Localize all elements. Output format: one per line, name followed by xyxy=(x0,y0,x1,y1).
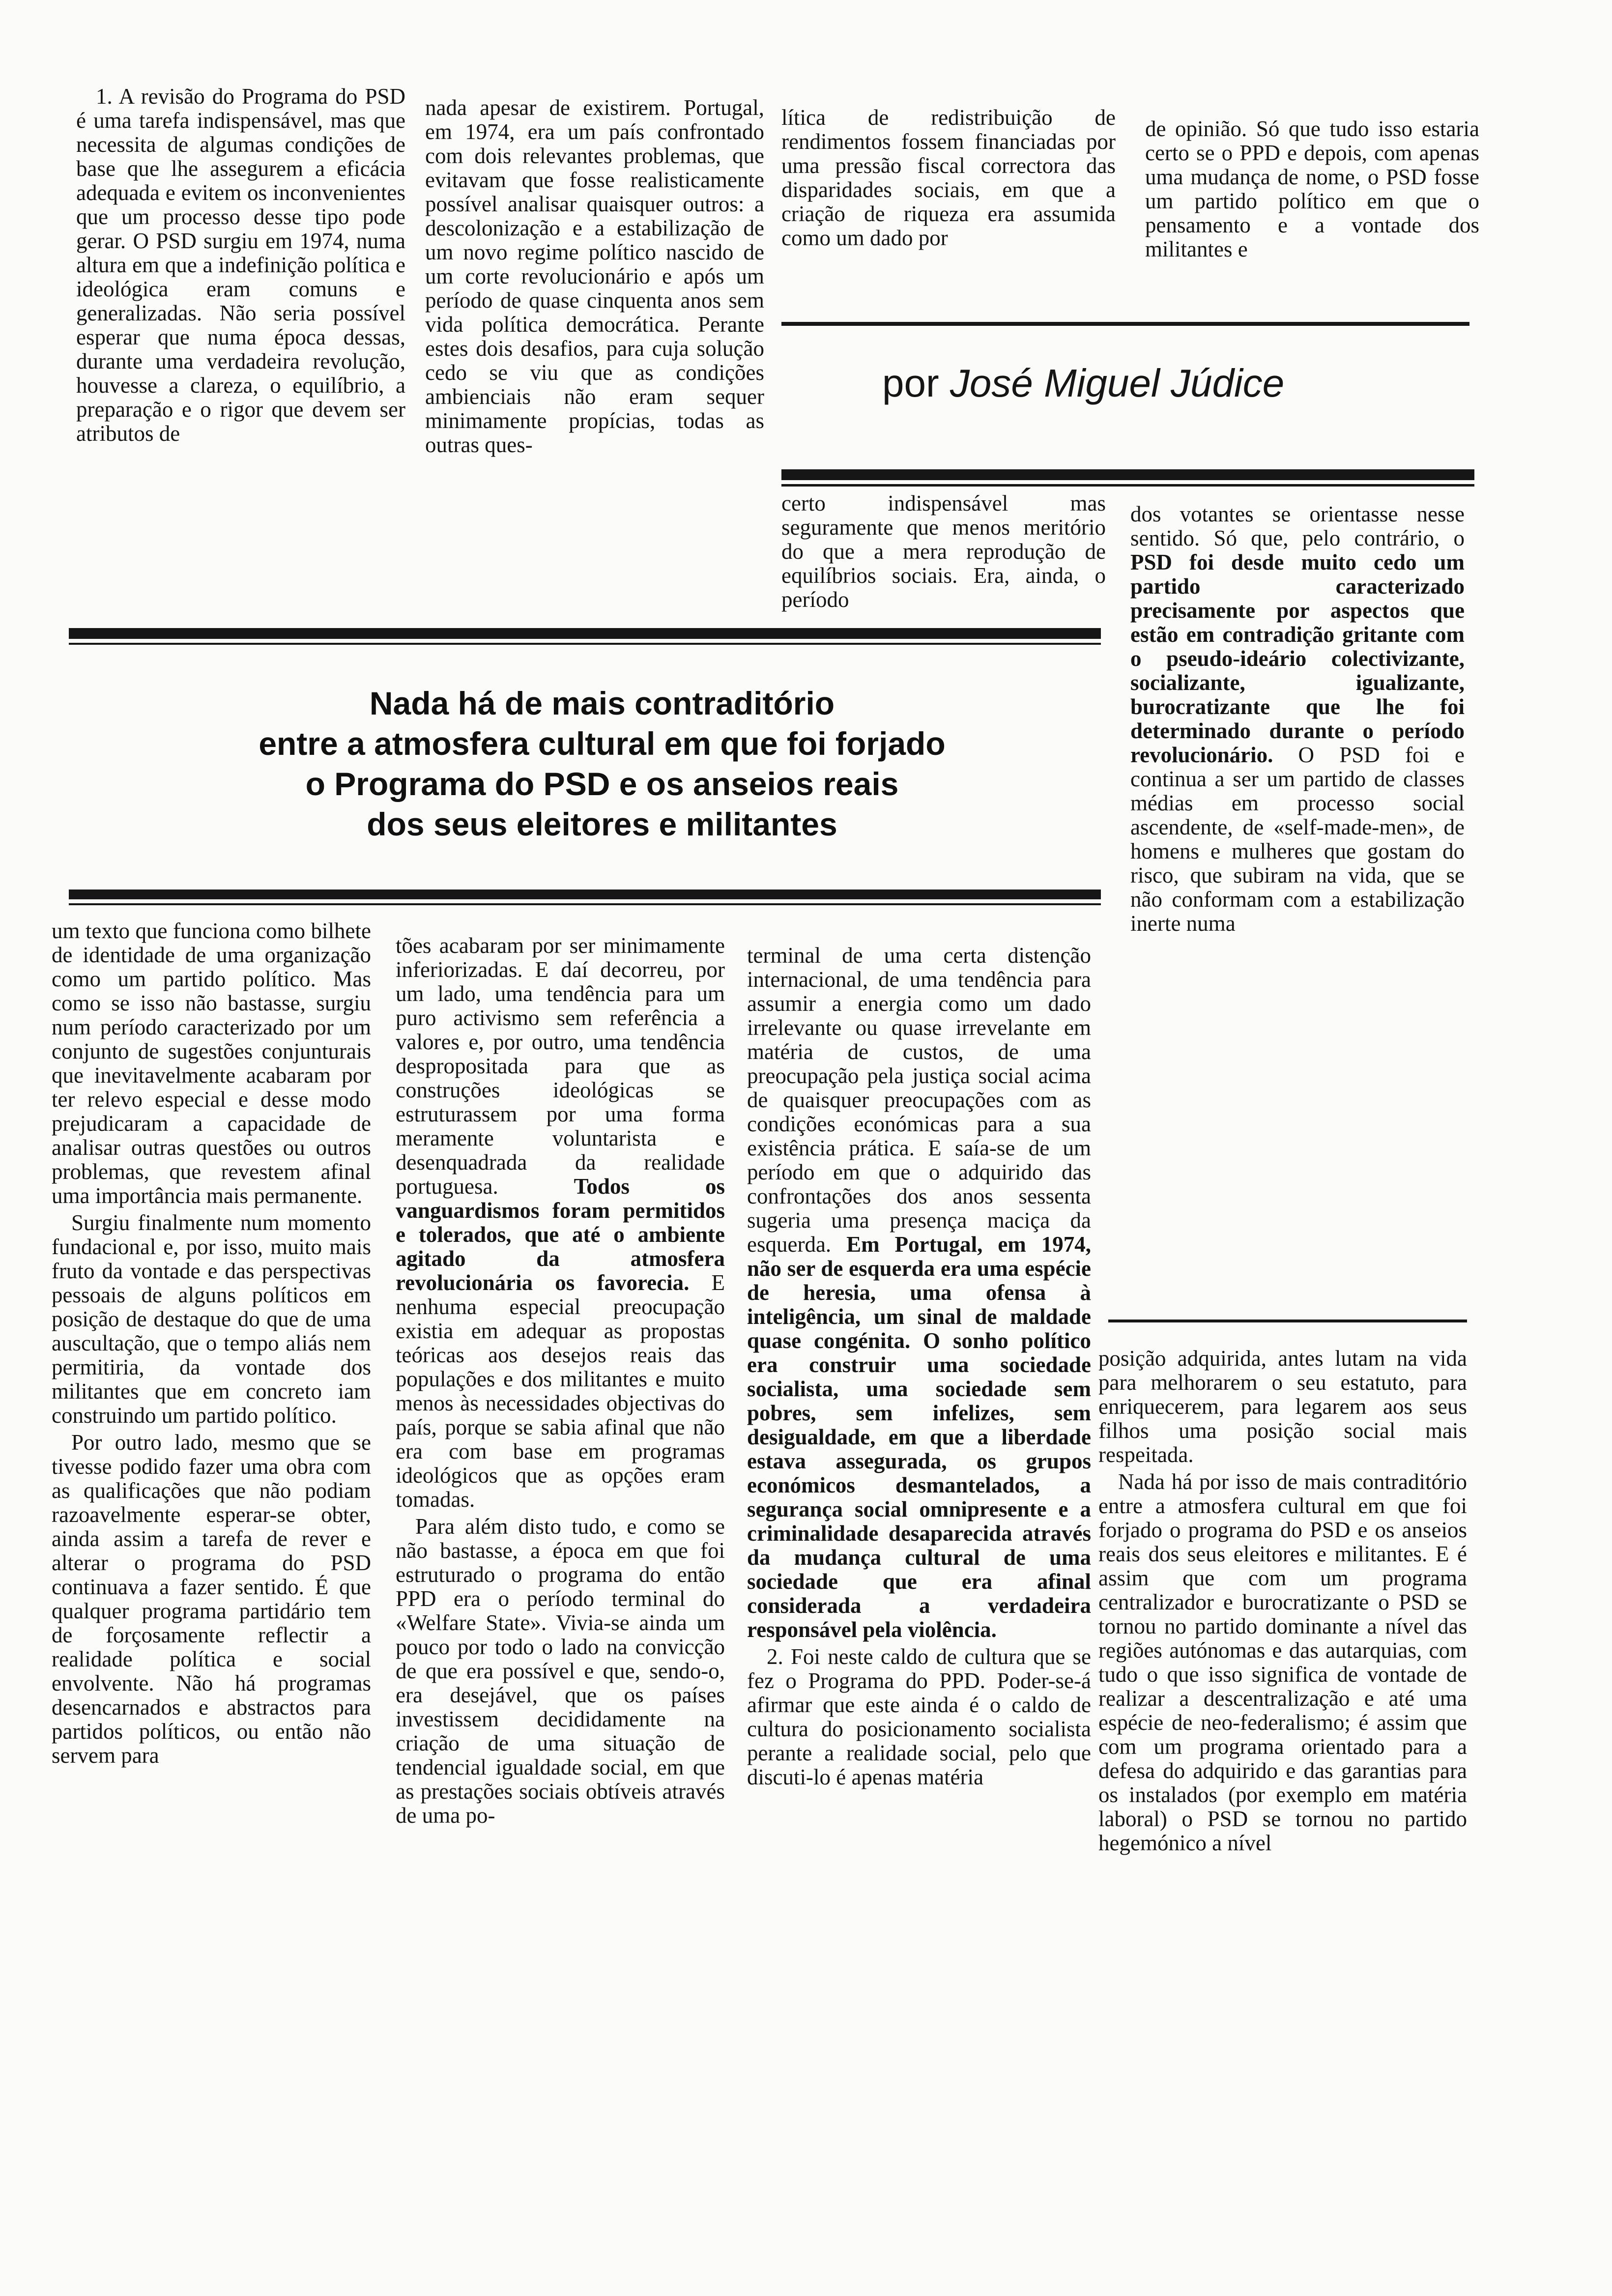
byline-rule-thick xyxy=(781,469,1474,480)
headline xyxy=(123,683,1081,844)
headline-rule-top xyxy=(69,628,1101,639)
byline-author: José Miguel Júdice xyxy=(950,361,1285,405)
headline-line-4: dos seus eleitores e militantes xyxy=(367,806,837,842)
mid-col-4-text-a: dos votantes se orientasse nesse sentido. Só que, pelo contrário, o xyxy=(1130,502,1465,550)
top-col-3-text: lítica de redistribuição de rendimentos fossem financiadas por uma pressão fiscal correctora das disparidades sociais, em que a criação de riqueza era assumida como um dado por xyxy=(781,106,1116,250)
top-col-2-text: nada apesar de existirem. Portugal, em 1974, era um país confrontado com dois relevantes problemas, que evitavam que fosse realisticamente possível analisar quaisquer outros: a descolonização e a estabilização de um novo regime político nascido de um corte revolucionário e após um período de quase cinquenta anos sem vida política democrática. Perante estes dois desafios, para cuja solução cedo se viu que as condições ambienciais não eram sequer minimamente propícias, todas as outras ques- xyxy=(425,96,764,457)
bottom-col-2-p2: Para além disto tudo, e como se não bastasse, a época em que foi estruturado o programa do então PPD era o período terminal do «Welfare State». Vivia-se ainda um pouco por todo o lado na convicção de que era possível e que, sendo-o, era desejável, que os países investissem decididamente na criação de uma situação de tendencial igualdade social, em que as prestações sociais obtíveis através de uma po- xyxy=(396,1514,725,1828)
bottom-col-2 xyxy=(396,934,725,2152)
bottom-col-4 xyxy=(1098,1347,1467,2152)
bottom-col-1-p2: Surgiu finalmente num momento fundacional e, por isso, muito mais fruto da vontade e das perspectivas pessoais de alguns políticos em posição de destaque do que de uma auscultação, que o tempo aliás nem permitiria, da vontade dos militantes que em concreto iam construindo um partido político. xyxy=(52,1210,371,1428)
mid-col-4-bold: PSD foi desde muito cedo um partido caracterizado precisamente por aspectos que estão em contradição gritante com o pseudo-ideário colectivizante, socializante, igualizante, burocratizante que lhe foi determinado durante o período revolucionário. xyxy=(1130,550,1465,767)
top-col-4-text: de opinião. Só que tudo isso estaria certo se o PPD e depois, com apenas uma mudança de nome, o PSD fosse um partido político em que o pensamento e a vontade dos militantes e xyxy=(1145,117,1479,261)
mid-col-4-text-c: O PSD foi e continua a ser um partido de classes médias em processo social ascendente, de «self-made-men», de homens e mulheres que gostam do risco, que subiram na vida, que se não conformam com a estabilização inerte numa xyxy=(1130,743,1465,936)
headline-rule-bottom-thin xyxy=(69,903,1101,905)
top-col-4 xyxy=(1145,117,1479,314)
bottom-col-3-p1a: terminal de uma certa distenção internacional, de uma tendência para assumir a energia como um dado irrelevante ou quase irrevelante em matéria de custos, de uma preocupação pela justiça social acima de quaisquer preocupações com as condições económicas para a sua existência prática. E saía-se de um período em que o adquirido das confrontações dos anos sessenta sugeria uma presença maciça da esquerda. xyxy=(747,944,1091,1257)
bottom-col-2-p1c: E nenhuma especial preocupação existia em adequar as propostas teóricas aos desejos reais das populações e dos militantes e muito menos às necessidades objectivas do país, porque se sabia afinal que não era com base em programas ideológicos que as opções eram tomadas. xyxy=(396,1270,725,1512)
bottom-col-3-p1b: Em Portugal, em 1974, não ser de esquerda era uma espécie de heresia, uma ofensa à inteligência, um sinal de maldade quase congénita. O sonho político era construir uma sociedade socialista, uma sociedade sem pobres, sem infelizes, sem desigualdade, em que a liberdade estava assegurada, os grupos económicos desmantelados, a segurança social omnipresente e a criminalidade desaparecida através da mudança cultural de uma sociedade que era afinal considerada a verdadeira responsável pela violência. xyxy=(747,1232,1091,1642)
bottom-col-3 xyxy=(747,944,1091,2152)
bottom-col-4-rule xyxy=(1108,1320,1467,1322)
mid-col-3-text: certo indispensável mas seguramente que menos meritório do que a mera reprodução de equilíbrios sociais. Era, ainda, o período xyxy=(781,491,1106,612)
byline-prefix: por xyxy=(882,361,939,405)
mid-col-3 xyxy=(781,491,1106,629)
top-right-rule xyxy=(781,322,1469,326)
top-col-1 xyxy=(76,85,405,625)
bottom-col-4-p1: posição adquirida, antes lutam na vida para melhorarem o seu estatuto, para enriquecerem, para legarem aos seus filhos uma posição social mais respeitada. xyxy=(1098,1347,1467,1467)
top-col-2 xyxy=(425,96,764,617)
headline-line-3: o Programa do PSD e os anseios reais xyxy=(305,766,899,802)
bottom-col-2-p1b: Todos os vanguardismos foram permitidos e tolerados, que até o ambiente agitado da atmosfera revolucionária os favorecia. xyxy=(396,1174,725,1295)
headline-rule-bottom xyxy=(69,890,1101,899)
top-col-3 xyxy=(781,106,1116,302)
bottom-col-3-p2: 2. Foi neste caldo de cultura que se fez o Programa do PPD. Poder-se-á afirmar que este ainda é o caldo de cultura do posicionamento socialista perante a realidade social, pelo que discuti-lo é apenas matéria xyxy=(747,1644,1091,1789)
bottom-col-1-p3b: É que qualquer programa partidário tem de forçosamente reflectir a realidade política e social envolvente. Não há programas desencarnados e abstractos para partidos políticos, ou então não servem para xyxy=(52,1575,371,1768)
bottom-col-2-p1a: tões acabaram por ser minimamente inferiorizadas. E daí decorreu, por um lado, uma tendência para um puro activismo sem referência a valores e, por outro, uma tendência despropositada para que as construções ideológicas se estruturassem por uma forma meramente voluntarista e desenquadrada da realidade portuguesa. xyxy=(396,934,725,1199)
headline-line-2: entre a atmosfera cultural em que foi forjado xyxy=(259,725,946,762)
top-col-1-text: 1. A revisão do Programa do PSD é uma tarefa indispensável, mas que necessita de algumas condições de base que lhe assegurem a eficácia adequada e evitem os inconvenientes que um processo desse tipo pode gerar. O PSD surgiu em 1974, numa altura em que a indefinição política e ideológica eram comuns e generalizadas. Não seria possível esperar que numa época dessas, durante uma verdadeira revolução, houvesse a clareza, o equilíbrio, a preparação e o rigor que devem ser atributos de xyxy=(76,85,405,446)
headline-rule-top-thin xyxy=(69,643,1101,645)
mid-col-4 xyxy=(1130,502,1465,1087)
bottom-col-1 xyxy=(52,919,371,2148)
byline xyxy=(882,361,1482,405)
byline-rule-thin xyxy=(781,484,1474,487)
bottom-col-4-p2: Nada há por isso de mais contraditório entre a atmosfera cultural em que foi forjado o programa do PSD e os anseios reais dos seus eleitores e militantes. E é assim que com um programa centralizador e burocratizante o PSD se tornou no partido dominante a nível das regiões autónomas e das autarquias, com tudo o que isso significa de vontade de realizar a descentralização e até uma espécie de neo-federalismo; é assim que com um programa orientado para a defesa do adquirido e das garantias para os instalados (por exemplo em matéria laboral) o PSD se tornou no partido hegemónico a nível xyxy=(1098,1469,1467,1855)
bottom-col-1-p3a: Por outro lado, mesmo que se tivesse podido fazer uma obra com as qualificações que não podiam razoavelmente esperar-se obter, ainda assim a tarefa de rever e alterar o programa do PSD continuava a fazer sentido. xyxy=(52,1430,371,1599)
bottom-col-1-p1: um texto que funciona como bilhete de identidade de uma organização como um partido político. Mas como se isso não bastasse, surgiu num período caracterizado por um conjunto de sugestões conjunturais que inevitavelmente acabaram por ter relevo especial e desse modo prejudicaram a capacidade de analisar outras questões ou outros problemas, que revestem afinal uma importância mais permanente. xyxy=(52,919,371,1208)
headline-line-1: Nada há de mais contraditório xyxy=(369,685,835,721)
